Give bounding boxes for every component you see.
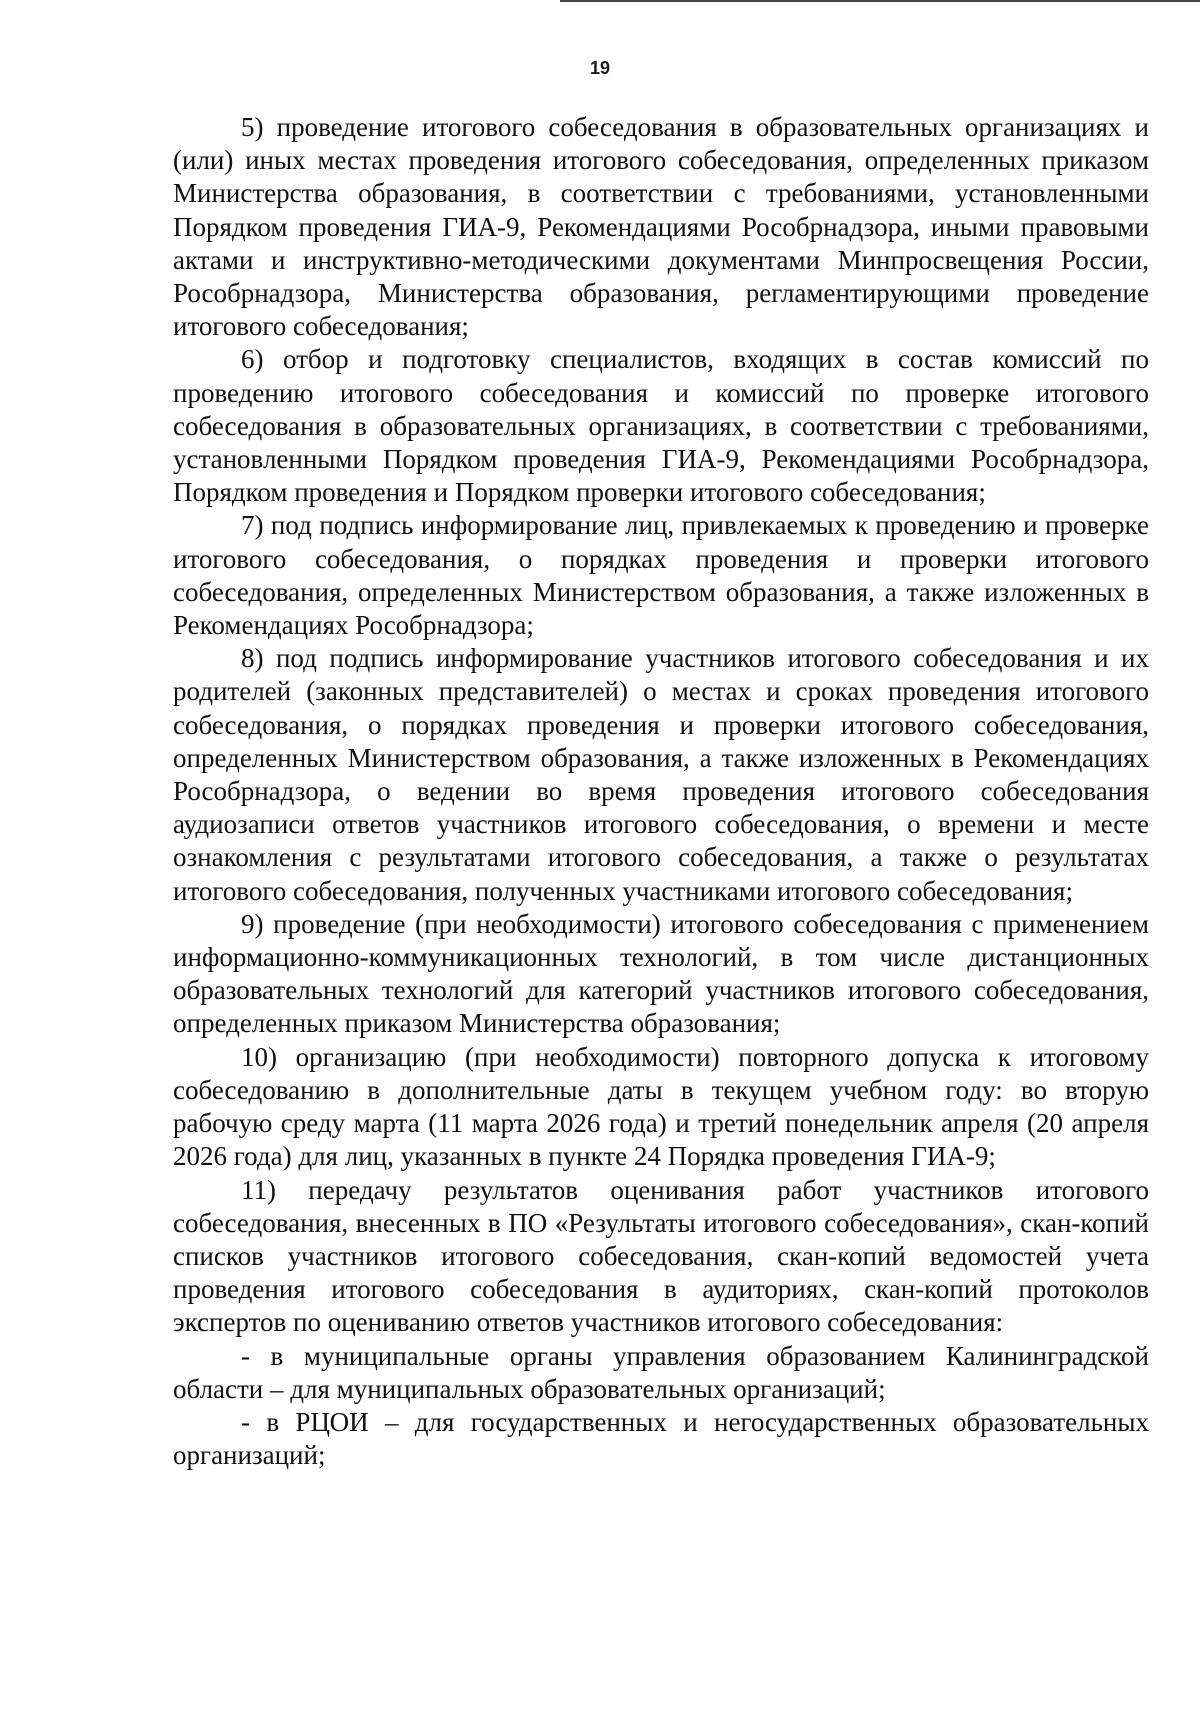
paragraph-item-8: 8) под подпись информирование участников итогового собеседования и их родителей (законных представителей) о местах и сроках проведения итогового собеседования, о порядках проведения и проверки итогового собеседования, определенных Министерством образования, а также изложенных в Рекомендациях Рособрнадзора, о ведении во время проведения итогового собеседования аудиозаписи ответов участников итогового собеседования, о времени и месте ознакомления с результатами итогового собеседования, а также о результатах итогового собеседования, полученных участниками итогового собеседования; bbox=[173, 643, 1149, 906]
document-body bbox=[173, 111, 1149, 1472]
list-item-rcoi: - в РЦОИ – для государственных и негосударственных образовательных организаций; bbox=[173, 1406, 1149, 1471]
paragraph-item-9: 9) проведение (при необходимости) итогового собеседования с применением информационно-коммуникационных технологий, в том числе дистанционных образовательных технологий для категорий участников итогового собеседования, определенных приказом Министерства образования; bbox=[173, 908, 1149, 1039]
page-number: 19 bbox=[589, 58, 611, 78]
paragraph-item-10: 10) организацию (при необходимости) повторного допуска к итоговому собеседованию в дополнительные даты в текущем учебном году: во вторую рабочую среду марта (11 марта 2026 года) и третий понедельник апреля (20 апреля 2026 года) для лиц, указанных в пункте 24 Порядка проведения ГИА-9; bbox=[173, 1041, 1149, 1172]
list-item-municipal: - в муниципальные органы управления образованием Калининградской области – для муниципальных образовательных организаций; bbox=[173, 1340, 1149, 1404]
paragraph-item-6: 6) отбор и подготовку специалистов, входящих в состав комиссий по проведению итогового собеседования и комиссий по проверке итогового собеседования в образовательных организациях, в соответствии с требованиями, установленными Порядком проведения ГИА-9, Рекомендациями Рособрнадзора, Порядком проведения и Порядком проверки итогового собеседования; bbox=[173, 344, 1149, 508]
paragraph-item-11: 11) передачу результатов оценивания работ участников итогового собеседования, внесенных в ПО «Результаты итогового собеседования», скан-копий списков участников итогового собеседования, скан-копий ведомостей учета проведения итогового собеседования в аудиториях, скан-копий протоколов экспертов по оцениванию ответов участников итогового собеседования: bbox=[173, 1174, 1149, 1338]
top-edge-rule bbox=[560, 0, 1200, 2]
paragraph-item-7: 7) под подпись информирование лиц, привлекаемых к проведению и проверке итогового собеседования, о порядках проведения и проверки итогового собеседования, определенных Министерством образования, а также изложенных в Рекомендациях Рособрнадзора; bbox=[173, 510, 1149, 641]
paragraph-item-5: 5) проведение итогового собеседования в образовательных организациях и (или) иных местах проведения итогового собеседования, определенных приказом Министерства образования, в соответствии с требованиями, установленными Порядком проведения ГИА-9, Рекомендациями Рособрнадзора, иными правовыми актами и инструктивно-методическими документами Минпросвещения России, Рособрнадзора, Министерства образования, регламентирующими проведение итогового собеседования; bbox=[173, 112, 1149, 342]
